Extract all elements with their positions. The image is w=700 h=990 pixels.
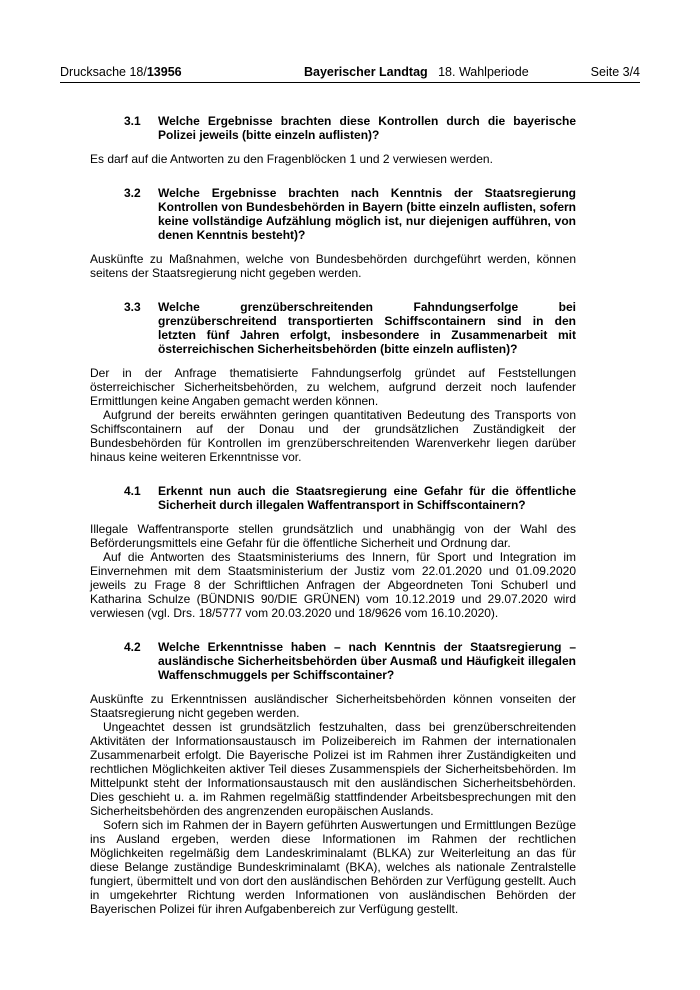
question-3-2 (124, 186, 576, 242)
answer-3-1: Es darf auf die Antworten zu den Fragenblöcken 1 und 2 verwiesen werden. (90, 152, 493, 166)
question-text: Welche Ergebnisse brachten diese Kontrollen durch die bayerische Polizei jeweils (bitte einzeln auflisten)? (158, 114, 576, 142)
answer-3-2: Auskünfte zu Maßnahmen, welche von Bundesbehörden durchgeführt werden, können seitens der Staatsregierung nicht gegeben werden. (90, 252, 576, 280)
answer-3-3-p1: Der in der Anfrage thematisierte Fahndungserfolg gründet auf Feststellungen österreichischer Sicherheitsbehörden, zu welchem, aufgrund derzeit noch laufender Ermittlungen keine Angaben gemacht werden können. (90, 366, 576, 408)
page-number: Seite 3/4 (590, 65, 640, 79)
question-text: Welche Erkenntnisse haben – nach Kenntnis der Staatsregierung – ausländische Sicherheitsbehörden über Ausmaß und Häufigkeit illegalen Waffenschmuggels per Schiffscontainer? (158, 640, 576, 682)
question-4-2 (124, 640, 576, 682)
question-text: Welche Ergebnisse brachten nach Kenntnis der Staatsregierung Kontrollen von Bundesbehörden in Bayern (bitte einzeln auflisten, sofern keine vollständige Aufzählung möglich ist, nur diejenigen aufführen, von denen Kenntnis besteht)? (158, 186, 576, 242)
question-number: 4.2 (124, 640, 141, 654)
question-number: 3.2 (124, 186, 141, 200)
question-number: 3.3 (124, 300, 141, 314)
question-3-3 (124, 300, 576, 356)
question-number: 4.1 (124, 484, 141, 498)
question-number: 3.1 (124, 114, 141, 128)
parliament-name: Bayerischer Landtag (304, 65, 428, 79)
answer-4-2-p1: Auskünfte zu Erkenntnissen ausländischer Sicherheitsbehörden können vonseiten der Staatsregierung nicht gegeben werden. (90, 692, 576, 720)
answer-3-3-p2: Aufgrund der bereits erwähnten geringen quantitativen Bedeutung des Transports von Schiffscontainern auf der Donau und der grundsätzlichen Zuständigkeit der Bundesbehörden für Kontrollen im grenzüberschreitenden Warenverkehr liegen darüber hinaus keine weiteren Erkenntnisse vor. (90, 408, 576, 464)
answer-4-2-p2: Ungeachtet dessen ist grundsätzlich festzuhalten, dass bei grenzüberschreitenden Aktivitäten der Informationsaustausch im Polizeibereich im Rahmen der internationalen Zusammenarbeit erfolgt. Die Bayerische Polizei ist im Rahmen ihrer Zuständigkeiten und rechtlichen Möglichkeiten aktiver Teil dieses Zusammenspiels der Sicherheitsbehörden. Im Mittelpunkt steht der Informationsaustausch mit den ausländischen Sicherheitsbehörden. Dies geschieht u. a. im Rahmen regelmäßig stattfindender Arbeitsbesprechungen mit den Sicherheitsbehörden des angrenzenden europäischen Auslands. (90, 720, 576, 818)
question-text: Welche grenzüberschreitenden Fahndungserfolge bei grenzüberschreitend transportierten Schiffscontainern sind in den letzten fünf Jahren erfolgt, insbesondere in Zusammenarbeit mit österreichischen Sicherheitsbehörden (bitte einzeln auflisten)? (158, 300, 576, 356)
document-body (90, 114, 576, 916)
answer-4-1-p2: Auf die Antworten des Staatsministeriums des Innern, für Sport und Integration im Einvernehmen mit dem Staatsministerium der Justiz vom 22.01.2020 und 01.09.2020 jeweils zu Frage 8 der Schriftlichen Anfragen der Abgeordneten Toni Schuberl und Katharina Schulze (BÜNDNIS 90/DIE GRÜNEN) vom 10.12.2019 und 29.07.2020 wird verwiesen (vgl. Drs. 18/5777 vom 20.03.2020 und 18/9626 vom 16.10.2020). (90, 550, 576, 620)
doc-number: 13956 (146, 65, 182, 79)
answer-4-1-p1: Illegale Waffentransporte stellen grundsätzlich und unabhängig von der Wahl des Beförderungsmittels eine Gefahr für die öffentliche Sicherheit und Ordnung dar. (90, 522, 576, 550)
question-3-1 (124, 114, 576, 142)
page-header (60, 64, 640, 83)
doc-reference: Drucksache 18/13956 (60, 65, 182, 79)
answer-4-2-p3: Sofern sich im Rahmen der in Bayern geführten Auswertungen und Ermittlungen Bezüge ins Ausland ergeben, werden diese Informationen im Rahmen der rechtlichen Möglichkeiten regelmäßig dem Landeskriminalamt (BLKA) zur Weiterleitung an das für diese Belange zuständige Bundeskriminalamt (BKA), welches als nationale Zentralstelle fungiert, übermittelt und von dort den ausländischen Behörden zur Verfügung gestellt. Auch in umgekehrter Richtung werden Informationen von ausländischen Behörden der Bayerischen Polizei für ihren Aufgabenbereich zur Verfügung gestellt. (90, 818, 576, 916)
question-4-1 (124, 484, 576, 512)
header-center (304, 64, 529, 80)
legislative-period: 18. Wahlperiode (438, 65, 529, 79)
question-text: Erkennt nun auch die Staatsregierung eine Gefahr für die öffentliche Sicherheit durch illegalen Waffentransport in Schiffscontainern? (158, 484, 576, 512)
